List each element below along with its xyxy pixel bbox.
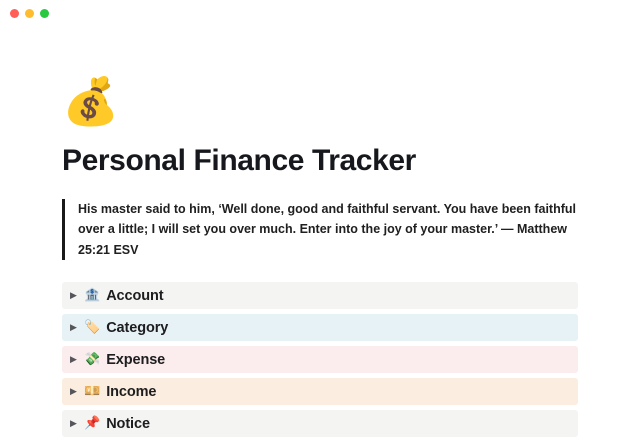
toggle-block-income[interactable] (62, 378, 578, 405)
page-title: Personal Finance Tracker (62, 144, 416, 177)
chevron-right-icon[interactable]: ▶ (70, 386, 77, 397)
toggle-block-expense[interactable] (62, 346, 578, 373)
toggle-block-category[interactable] (62, 314, 578, 341)
chevron-right-icon[interactable]: ▶ (70, 418, 77, 429)
maximize-window-icon[interactable] (40, 9, 49, 18)
toggle-block-account[interactable] (62, 282, 578, 309)
toggle-label-notice: Notice (106, 415, 150, 432)
chevron-right-icon[interactable]: ▶ (70, 290, 77, 301)
traffic-light-controls (10, 9, 49, 18)
chevron-right-icon[interactable]: ▶ (70, 354, 77, 365)
page-quote: His master said to him, ‘Well done, good and faithful servant. You have been faithful over a little; I will set you over much. Enter into the joy of your master.’ — Matthew 25:21 ESV (62, 199, 578, 261)
minimize-window-icon[interactable] (25, 9, 34, 18)
banknote-icon: 💴 (84, 384, 101, 400)
toggle-block-notice[interactable] (62, 410, 578, 437)
pushpin-icon: 📌 (84, 416, 101, 432)
page-content (0, 26, 640, 437)
close-window-icon[interactable] (10, 9, 19, 18)
money-with-wings-icon: 💸 (84, 352, 101, 368)
toggle-label-income: Income (106, 383, 157, 400)
toggle-label-expense: Expense (106, 351, 166, 368)
label-tag-icon: 🏷️ (84, 320, 101, 336)
toggle-block-list (62, 282, 578, 437)
window-titlebar (0, 0, 640, 26)
chevron-right-icon[interactable]: ▶ (70, 322, 77, 333)
toggle-label-category: Category (106, 319, 169, 336)
bank-icon: 🏦 (84, 288, 101, 304)
page-icon-money-bag-icon[interactable]: 💰 (62, 74, 120, 128)
toggle-label-account: Account (106, 287, 164, 304)
